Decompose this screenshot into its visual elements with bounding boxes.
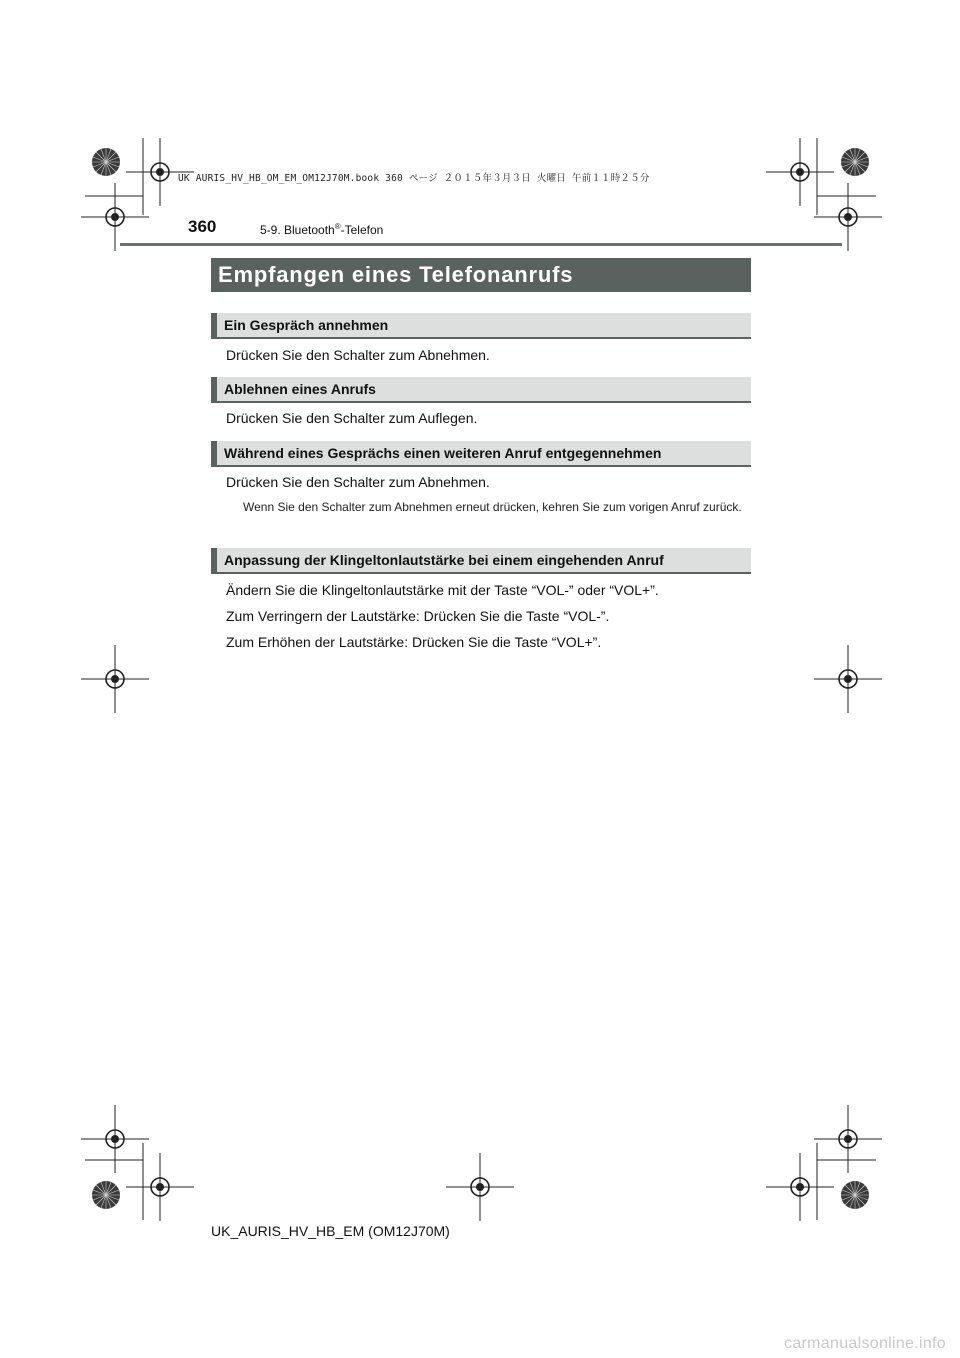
paragraph: Drücken Sie den Schalter zum Abnehmen. <box>226 474 490 490</box>
watermark: carmanualsonline.info <box>784 1335 946 1352</box>
note-text: Wenn Sie den Schalter zum Abnehmen erneut drücken, kehren Sie zum vorigen Anruf zurück. <box>243 500 742 514</box>
subheading-accept-call: Ein Gespräch annehmen <box>211 313 751 339</box>
subheading-second-call: Während eines Gesprächs einen weiteren Anruf entgegennehmen <box>211 441 751 467</box>
paragraph: Ändern Sie die Klingeltonlautstärke mit der Taste “VOL-” oder “VOL+”. <box>226 582 659 598</box>
paragraph: Zum Verringern der Lautstärke: Drücken Sie die Taste “VOL-”. <box>226 608 610 624</box>
page-number: 360 <box>188 217 217 236</box>
page-title: Empfangen eines Telefonanrufs <box>211 258 751 292</box>
footer-code: UK_AURIS_HV_HB_EM (OM12J70M) <box>211 1223 450 1239</box>
paragraph: Drücken Sie den Schalter zum Abnehmen. <box>226 347 490 363</box>
section-label: 5-9. Bluetooth®-Telefon <box>260 222 384 237</box>
file-info: UK AURIS_HV_HB_OM_EM_OM12J70M.book 360 ページ ２０１５年３月３日 火曜日 午前１１時２５分 <box>178 173 650 184</box>
subheading-reject-call: Ablehnen eines Anrufs <box>211 377 751 403</box>
paragraph: Drücken Sie den Schalter zum Auflegen. <box>226 410 478 426</box>
paragraph: Zum Erhöhen der Lautstärke: Drücken Sie die Taste “VOL+”. <box>226 634 602 650</box>
header-rule <box>120 243 842 246</box>
subheading-ringtone-volume: Anpassung der Klingeltonlautstärke bei einem eingehenden Anruf <box>211 548 751 574</box>
